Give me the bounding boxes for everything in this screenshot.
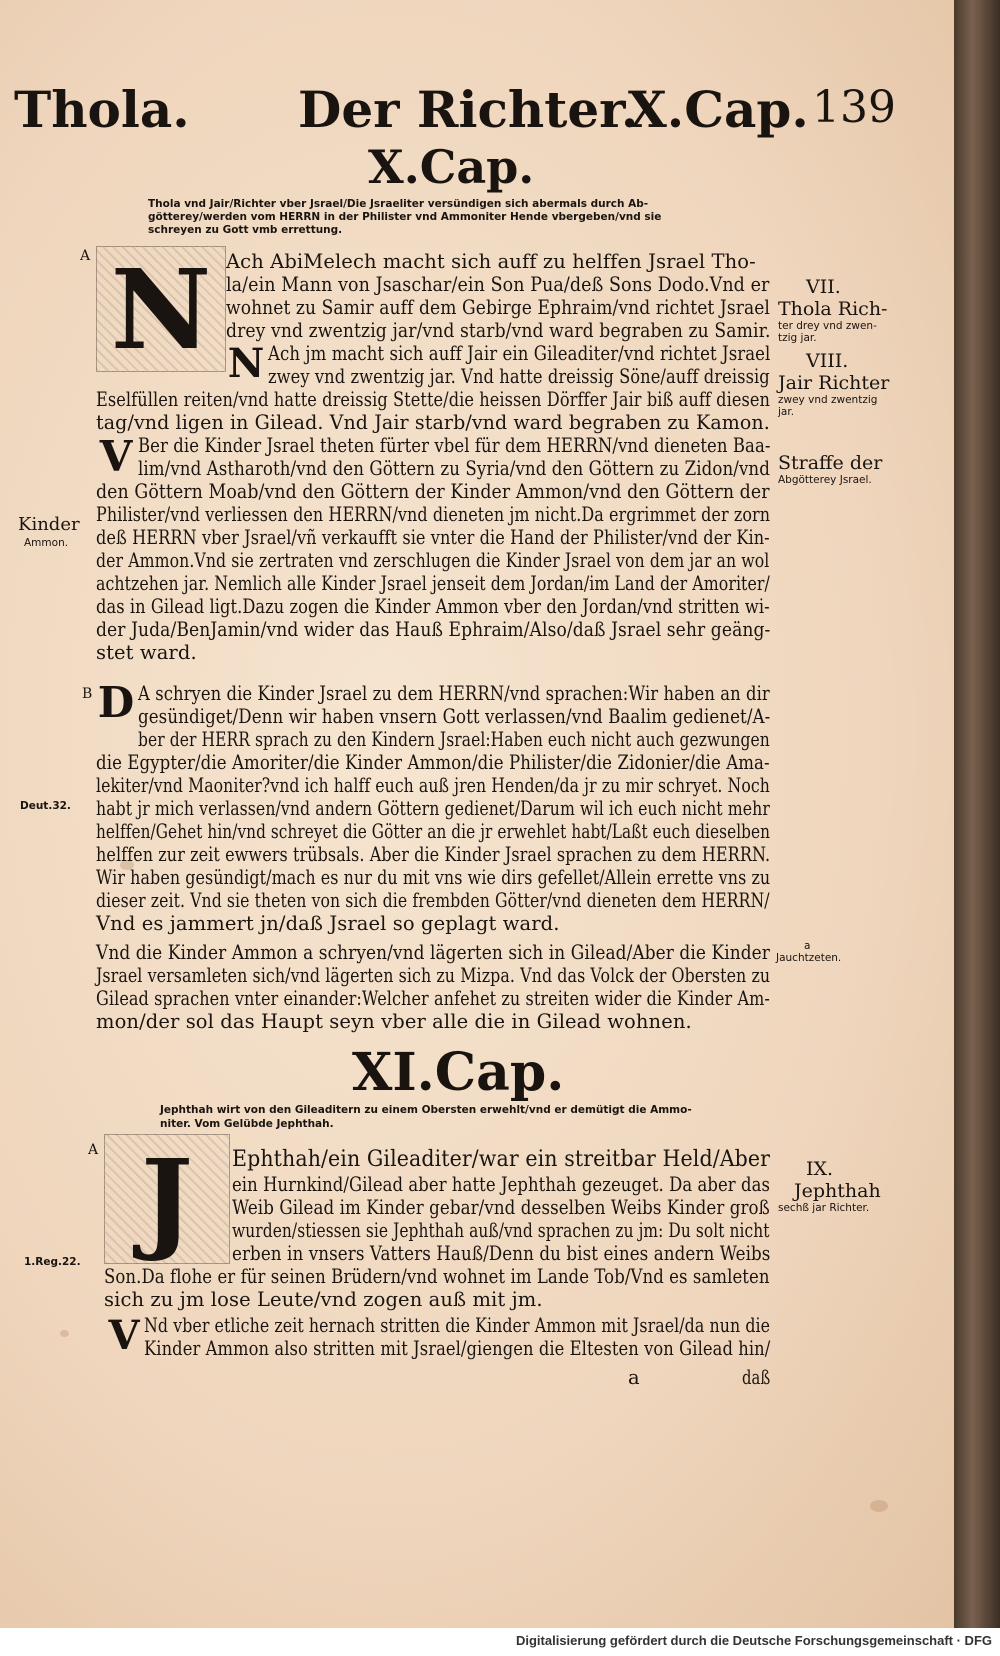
footer-credit: Digitalisierung gefördert durch die Deutsche Forschungsgemeinschaft · DFG [515,1633,992,1648]
dropcap-v: V [99,432,133,481]
text-line: wurden/stiessen sie Jephthah auß/vnd sprachen zu jm: Du solt nicht [232,1219,770,1242]
dropcap-n: N [227,340,265,387]
margin-text: zwey vnd zwentzig [778,394,878,406]
text-line: Gilead sprachen vnter einander:Welcher anfehet zu streiten wider die Kinder Am- [96,987,770,1010]
text-line: drey vnd zwentzig jar/vnd starb/vnd ward begraben zu Samir. [226,319,771,342]
text-line: ber der HERR sprach zu den Kindern Jsrael:Haben euch nicht auch gezwungen [138,728,770,751]
text-line: wohnet zu Samir auff dem Gebirge Ephraim/vnd richtet Jsrael [226,296,770,319]
signature-mark: a [628,1366,640,1389]
dropcap-d: D [97,678,135,727]
running-head-center: Der Richter. [298,80,639,139]
margin-text: tzig jar. [778,332,817,344]
margin-note-vii [778,276,888,344]
decorated-initial: N [96,246,226,372]
chapter-summary-line: götterey/werden vom HERRN in der Philister vnd Ammoniter Hende vbergeben/vnd sie [148,211,662,223]
text-line: achtzehen jar. Nemlich alle Kinder Jsrael jenseit dem Jordan/im Land der Amoriter/ [96,572,770,595]
stain [870,1500,888,1512]
section-letter: A [88,1142,99,1158]
text-line: dieser zeit. Vnd sie theten von sich die frembden Götter/vnd dieneten dem HERRN/ [96,889,770,912]
text-line: der Ammon.Vnd sie zertraten vnd zerschlugen die Kinder Jsrael von dem jar an wol [96,549,770,572]
text-line: Jsrael versamleten sich/vnd lägerten sich zu Mizpa. Vnd das Volck der Obersten zu [96,964,771,987]
margin-note-gloss [776,940,841,964]
text-line: Philister/vnd verliessen den HERRN/vnd dieneten jm nicht.Da ergrimmet der zorn [96,503,771,526]
text-line: ein Hurnkind/Gilead aber hatte Jephthah gezeuget. Da aber das [232,1173,771,1196]
text-line: den Göttern Moab/vnd den Göttern der Kinder Ammon/vnd den Göttern der [96,480,770,503]
text-line: Kinder Ammon also stritten mit Jsrael/giengen die Eltesten von Gilead hin/ [144,1337,771,1360]
margin-text: sechß jar Richter. [778,1202,870,1214]
text-line: Weib Gilead im Kinder gebar/vnd desselben Weibs Kinder groß [232,1196,770,1219]
text-line: Vnd die Kinder Ammon a schryen/vnd lägerten sich in Gilead/Aber die Kinder [96,941,770,964]
margin-title: Thola Rich- [778,298,888,320]
text-line: erben in vnsers Vatters Hauß/Denn du bist eines andern Weibs [232,1242,771,1265]
margin-number: VII. [806,276,841,298]
text-line: gesündiget/Denn wir haben vnsern Gott verlassen/vnd Baalim gedienet/A- [138,705,771,728]
running-head-right: X.Cap. [628,80,809,139]
margin-text: jar. [778,406,795,418]
text-line: stet ward. [96,641,197,664]
catchword: daß [742,1366,771,1389]
margin-note-straffe [778,452,882,486]
decorated-initial: J [104,1134,230,1264]
margin-note-reg: 1.Reg.22. [24,1256,81,1268]
section-letter: A [80,248,91,264]
margin-title: Jair Richter [778,372,890,394]
chapter-summary-line: Thola vnd Jair/Richter vber Jsrael/Die Jsraeliter versündigen sich abermals durch Ab- [148,198,649,210]
margin-text: Jauchtzeten. [776,952,842,964]
margin-note-ix [778,1158,881,1214]
chapter-summary-line: niter. Vom Gelübde Jephthah. [160,1118,334,1130]
text-line: tag/vnd ligen in Gilead. Vnd Jair starb/vnd ward begraben zu Kamon. [96,411,770,434]
running-head-left: Thola. [14,80,190,139]
text-line: mon/der sol das Haupt seyn vber alle die in Gilead wohnen. [96,1010,692,1033]
margin-title: Jephthah [794,1180,881,1202]
page-number: 139 [812,82,896,133]
dropcap-v: V [108,1312,140,1359]
margin-text: ter drey vnd zwen- [778,320,877,332]
text-line: das in Gilead ligt.Dazu zogen die Kinder Ammon vber den Jordan/vnd stritten wi- [96,595,770,618]
margin-note-kinder: Kinder [18,514,80,535]
margin-note-deut: Deut.32. [20,800,71,812]
margin-text: Abgötterey Jsrael. [778,474,872,486]
margin-note-viii [778,350,890,418]
text-line: helffen zur zeit ewwers trübsals. Aber die Kinder Jsrael sprachen zu dem HERRN. [96,843,771,866]
footer-bar [0,1628,1000,1656]
text-line: die Egypter/die Amoriter/die Kinder Ammon/die Philister/die Zidonier/die Ama- [96,751,770,774]
text-line: Ber die Kinder Jsrael theten fürter vbel für dem HERRN/vnd dieneten Baa- [138,434,771,457]
text-line: A schryen die Kinder Jsrael zu dem HERRN/vnd sprachen:Wir haben an dir [138,682,770,705]
text-line: zwey vnd zwentzig jar. Vnd hatte dreissig Söne/auff dreissig [268,365,770,388]
section-letter: B [82,686,93,702]
text-line: Son.Da flohe er für seinen Brüdern/vnd wohnet im Lande Tob/Vnd es samleten [104,1265,770,1288]
stain [60,1330,69,1337]
text-line: deß HERRN vber Jsrael/vñ verkaufft sie vnter die Hand der Philister/vnd der Kin- [96,526,770,549]
text-line: Ephthah/ein Gileaditer/war ein streitbar Held/Aber [232,1147,771,1172]
chapter-summary-line: Jephthah wirt von den Gileaditern zu einem Obersten erwehlt/vnd er demütigt die Ammo- [160,1104,692,1116]
text-line: sich zu jm lose Leute/vnd zogen auß mit jm. [104,1288,543,1311]
text-line: lekiter/vnd Maoniter?vnd ich halff euch auß jren Henden/da jr zu mir schryet. Noch [96,774,770,797]
text-line: Ach jm macht sich auff Jair ein Gileaditer/vnd richtet Jsrael [268,342,771,365]
chapter-title: X.Cap. [368,140,535,194]
text-line: helffen/Gehet hin/vnd schreyet die Götter an die jr erwehlet habt/Laßt euch dieselben [96,820,771,843]
text-line: habt jr mich verlassen/vnd andern Göttern gedienet/Darum wil ich euch nicht mehr [96,797,770,820]
text-line: Wir haben gesündigt/mach es nur du mit vns wie dirs gefellet/Allein errette vns zu [96,866,771,889]
text-line: der Juda/BenJamin/vnd wider das Hauß Ephraim/Also/daß Jsrael sehr geäng- [96,618,771,641]
book-spine [954,0,1000,1656]
text-line: Eselfüllen reiten/vnd hatte dreissig Stette/die heissen Dörffer Jair biß auff diesen [96,388,771,411]
chapter-summary-line: schreyen zu Gott vmb errettung. [148,224,343,236]
margin-note-ammon: Ammon. [24,537,69,549]
margin-number: IX. [806,1158,834,1180]
text-line: Vnd es jammert jn/daß Jsrael so geplagt ward. [96,912,560,935]
text-line: Ach AbiMelech macht sich auff zu helffen Jsrael Tho- [226,250,756,273]
text-line: la/ein Mann von Jsaschar/ein Son Pua/deß Sons Dodo.Vnd er [226,273,770,296]
margin-number: VIII. [806,350,849,372]
text-line: lim/vnd Astharoth/vnd den Göttern zu Syria/vnd den Göttern zu Zidon/vnd [138,457,770,480]
margin-text: a [804,940,811,952]
text-line: Nd vber etliche zeit hernach stritten die Kinder Ammon mit Jsrael/da nun die [144,1314,771,1337]
chapter-title: XI.Cap. [352,1042,565,1103]
margin-title: Straffe der [778,452,883,474]
